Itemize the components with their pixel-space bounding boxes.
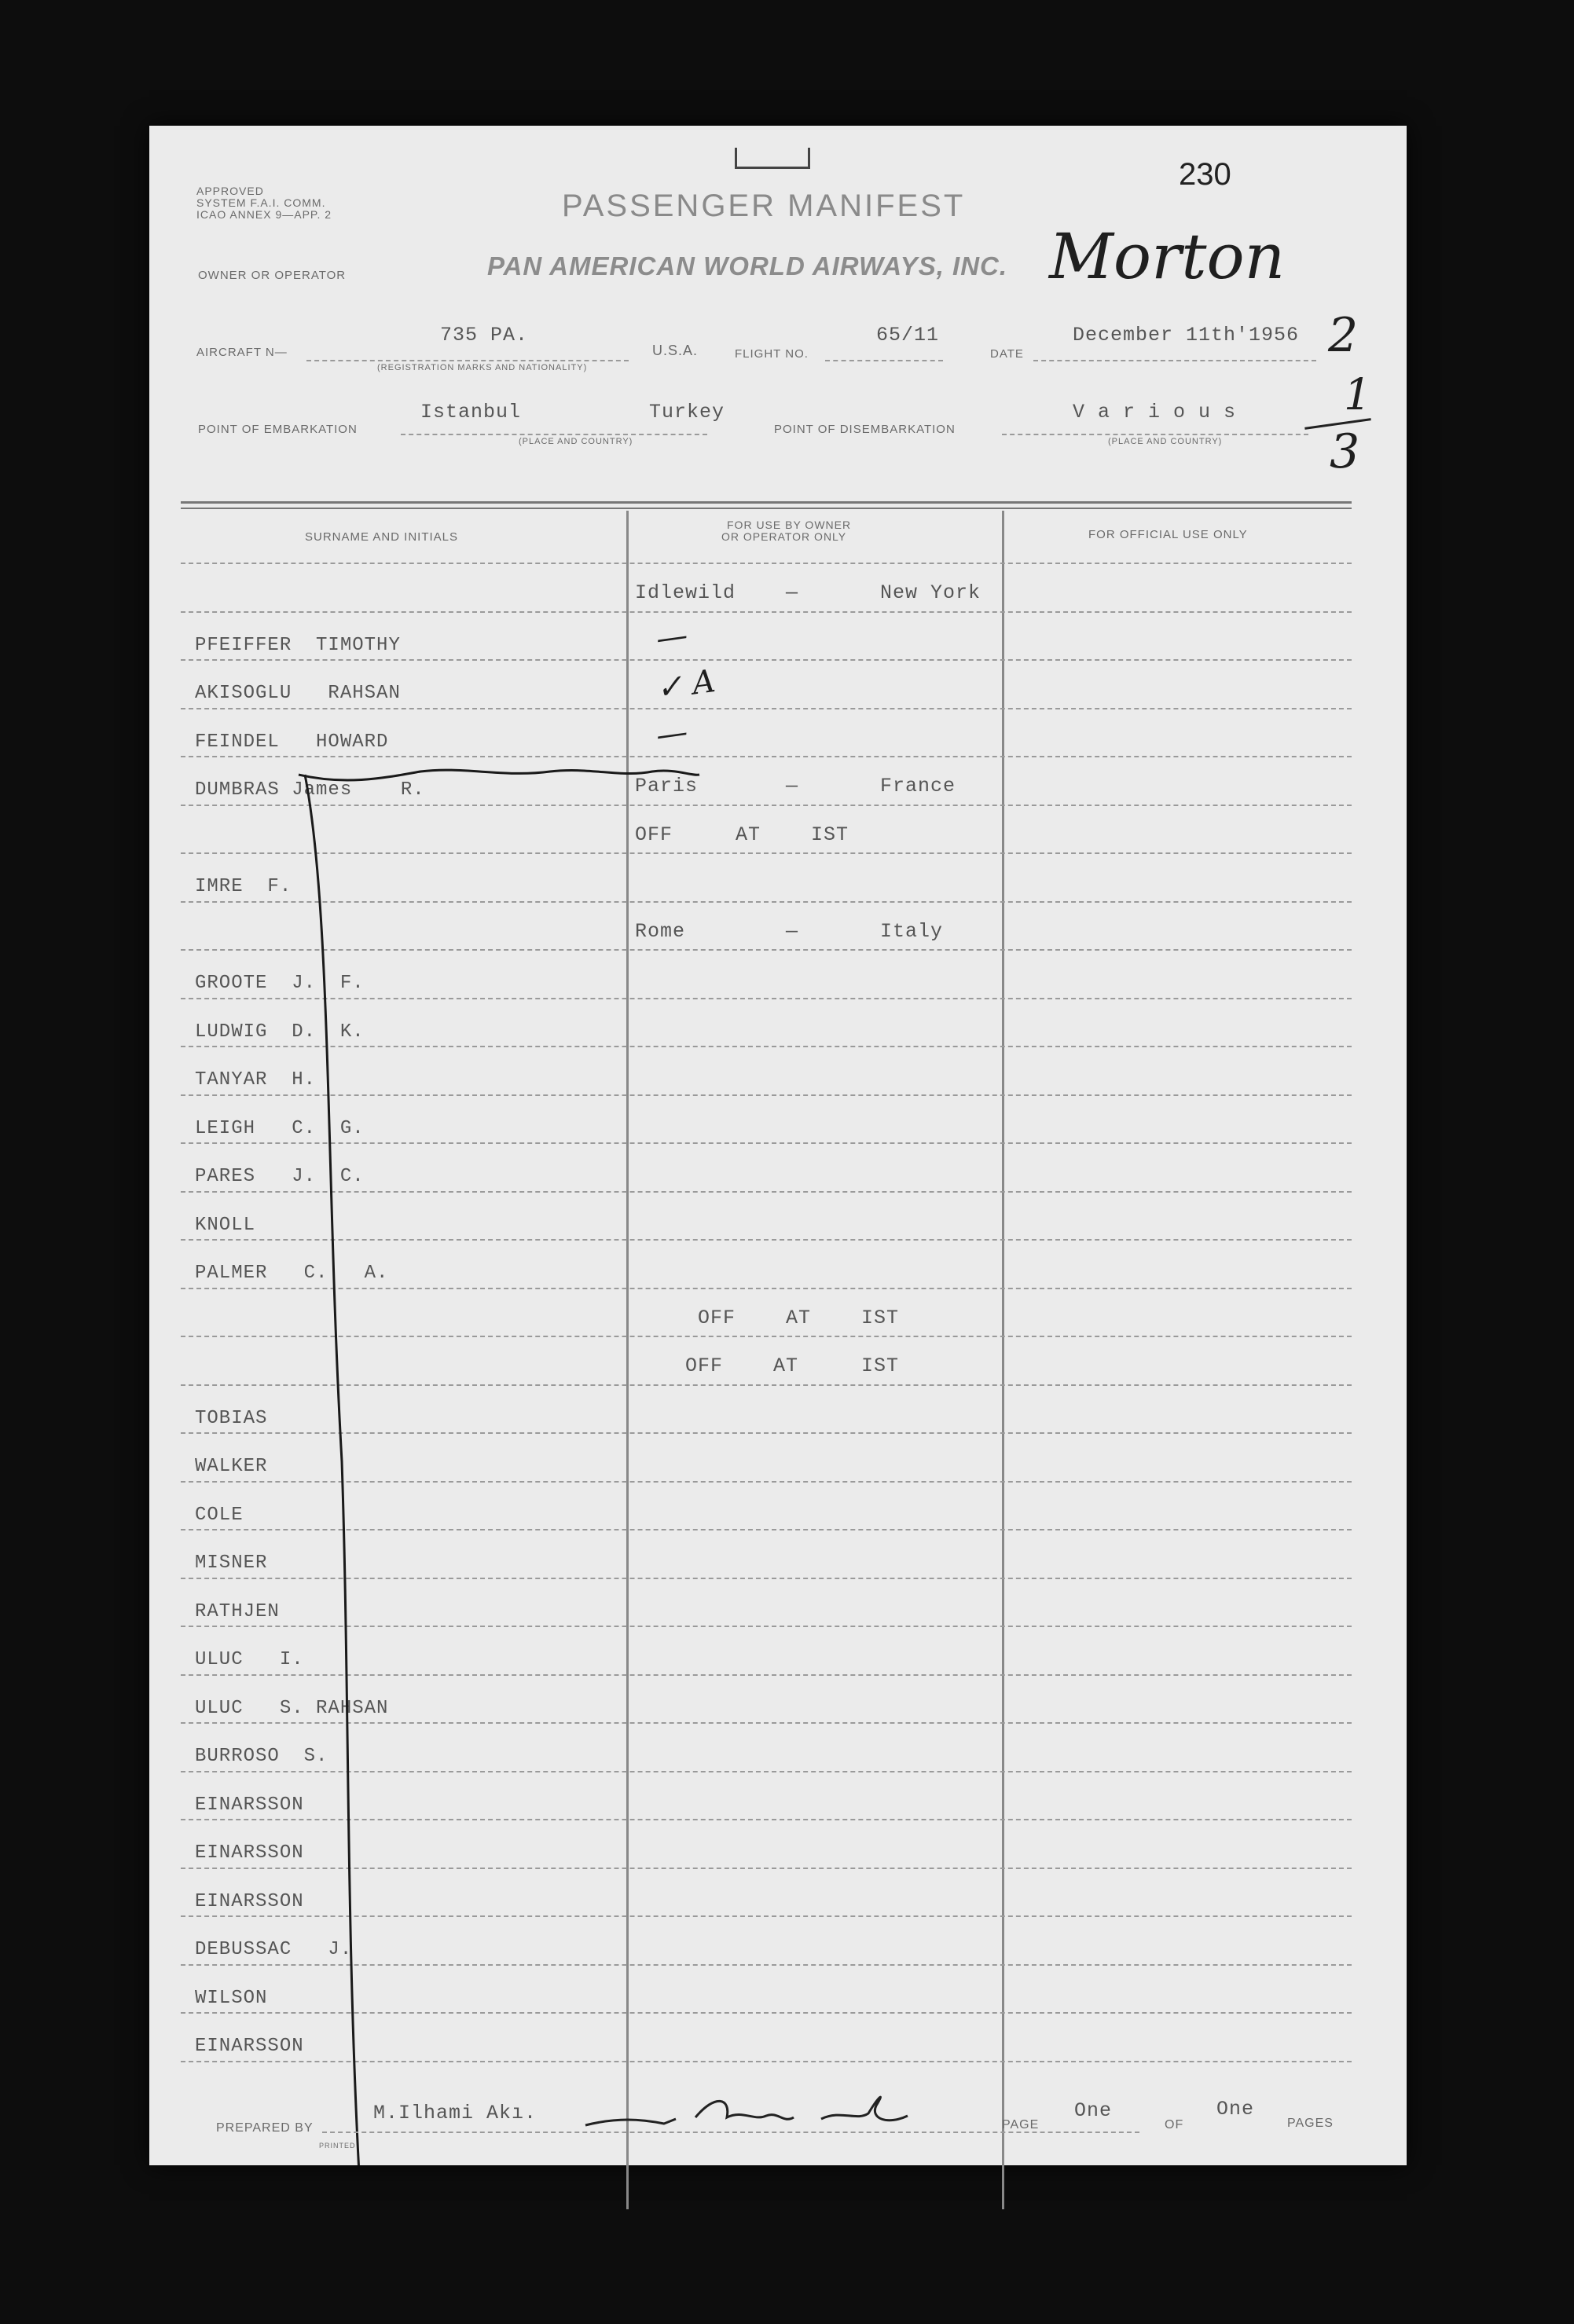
of-value: One [1216,2098,1255,2121]
passenger-name: TANYAR H. [195,1069,317,1091]
route-left: Idlewild [635,581,736,604]
fraction-denominator: 3 [1330,424,1360,479]
passenger-name: EINARSSON [195,1890,304,1912]
handwritten-morton: Morton [1049,220,1286,293]
column-header-owner-2: OR OPERATOR ONLY [721,530,847,543]
passenger-name: AKISOGLU RAHSAN [195,683,401,704]
passenger-name: PARES J. C. [195,1166,365,1187]
passenger-name: IMRE F. [195,876,292,897]
route-right: France [880,775,956,797]
passenger-name: EINARSSON [195,1842,304,1864]
passenger-name: TOBIAS [195,1407,268,1429]
route-right: New York [880,581,981,604]
date-label: DATE [990,347,1024,361]
embarkation-sub-label: (PLACE AND COUNTRY) [519,437,633,446]
manifest-title: PASSENGER MANIFEST [562,189,966,223]
manifest-page [149,126,1407,2165]
flight-label: FLIGHT NO. [735,347,809,361]
route-separator: — [786,919,799,943]
disembarkation-sub-label: (PLACE AND COUNTRY) [1108,437,1223,446]
embarkation-place: Istanbul [420,401,522,423]
approval-line-2: SYSTEM F.A.I. COMM. [196,196,326,209]
signature [578,2070,915,2149]
passenger-name: WALKER [195,1456,268,1477]
passenger-name: WILSON [195,1987,268,2009]
owner-label: OWNER OR OPERATOR [198,269,347,282]
route-left: Paris [635,775,699,797]
passenger-name: DEBUSSAC J. [195,1939,353,1960]
passenger-name: DUMBRAS James R. [195,779,425,801]
check-mark: — [653,616,691,658]
passenger-name: COLE [195,1504,244,1526]
route-left: Rome [635,919,686,943]
passenger-name: GROOTE J. F. [195,973,365,994]
route-right: Italy [880,919,944,943]
check-mark: — [653,713,691,754]
aircraft-country: U.S.A. [652,343,699,358]
aircraft-sub-label: (REGISTRATION MARKS AND NATIONALITY) [377,363,588,372]
column-header-owner-1: FOR USE BY OWNER [727,519,852,531]
of-label: OF [1165,2118,1184,2132]
passenger-name: MISNER [195,1552,268,1574]
disembarkation-value: V a r i o u s [1073,401,1237,423]
passenger-name: FEINDEL HOWARD [195,731,389,753]
flight-value: 65/11 [876,324,940,346]
aircraft-value: 735 PA. [440,324,529,346]
operator-name: PAN AMERICAN WORLD AIRWAYS, INC. [487,251,1008,280]
route-separator: — [786,581,799,604]
passenger-name: ULUC S. RAHSAN [195,1697,389,1719]
pages-label: PAGES [1287,2117,1334,2130]
fraction-numerator: 1 [1344,369,1371,420]
column-header-official: FOR OFFICIAL USE ONLY [1088,528,1248,541]
passenger-name: PALMER C. A. [195,1263,389,1284]
check-mark: ✓ A [654,662,717,708]
disembarkation-label: POINT OF DISEMBARKATION [774,423,956,436]
passenger-name: EINARSSON [195,1794,304,1816]
date-value: December 11th'1956 [1073,324,1300,346]
approval-line-1: APPROVED [196,185,264,197]
route-left: OFF AT IST [635,1306,900,1329]
prepared-label: PREPARED BY [216,2121,314,2135]
passenger-name: RATHJEN [195,1600,280,1622]
route-left: OFF AT IST [635,1354,900,1377]
prepared-value: M.Ilhami Akı. [373,2102,538,2124]
approval-line-3: ICAO ANNEX 9—APP. 2 [196,208,332,221]
route-left: OFF AT IST [635,823,849,846]
handwritten-vertical-stroke [149,126,1407,2165]
passenger-name: PFEIFFER TIMOTHY [195,634,401,656]
passenger-name: ULUC I. [195,1649,304,1670]
page-label: PAGE [1002,2118,1040,2132]
page-number: 230 [1179,157,1231,192]
page-value: One [1074,2099,1113,2122]
route-separator: — [786,775,799,797]
passenger-name: BURROSO S. [195,1746,328,1767]
passenger-name: LEIGH C. G. [195,1117,365,1139]
passenger-name: LUDWIG D. K. [195,1021,365,1043]
embarkation-label: POINT OF EMBARKATION [198,423,358,436]
printed-stamp: PRINTED [319,2142,356,2150]
column-header-surname: SURNAME AND INITIALS [305,530,459,544]
embarkation-country: Turkey [649,401,725,423]
passenger-name: EINARSSON [195,2036,304,2057]
passenger-name: KNOLL [195,1214,256,1236]
aircraft-label: AIRCRAFT N— [196,346,288,359]
date-check-mark: 2 [1328,308,1359,363]
